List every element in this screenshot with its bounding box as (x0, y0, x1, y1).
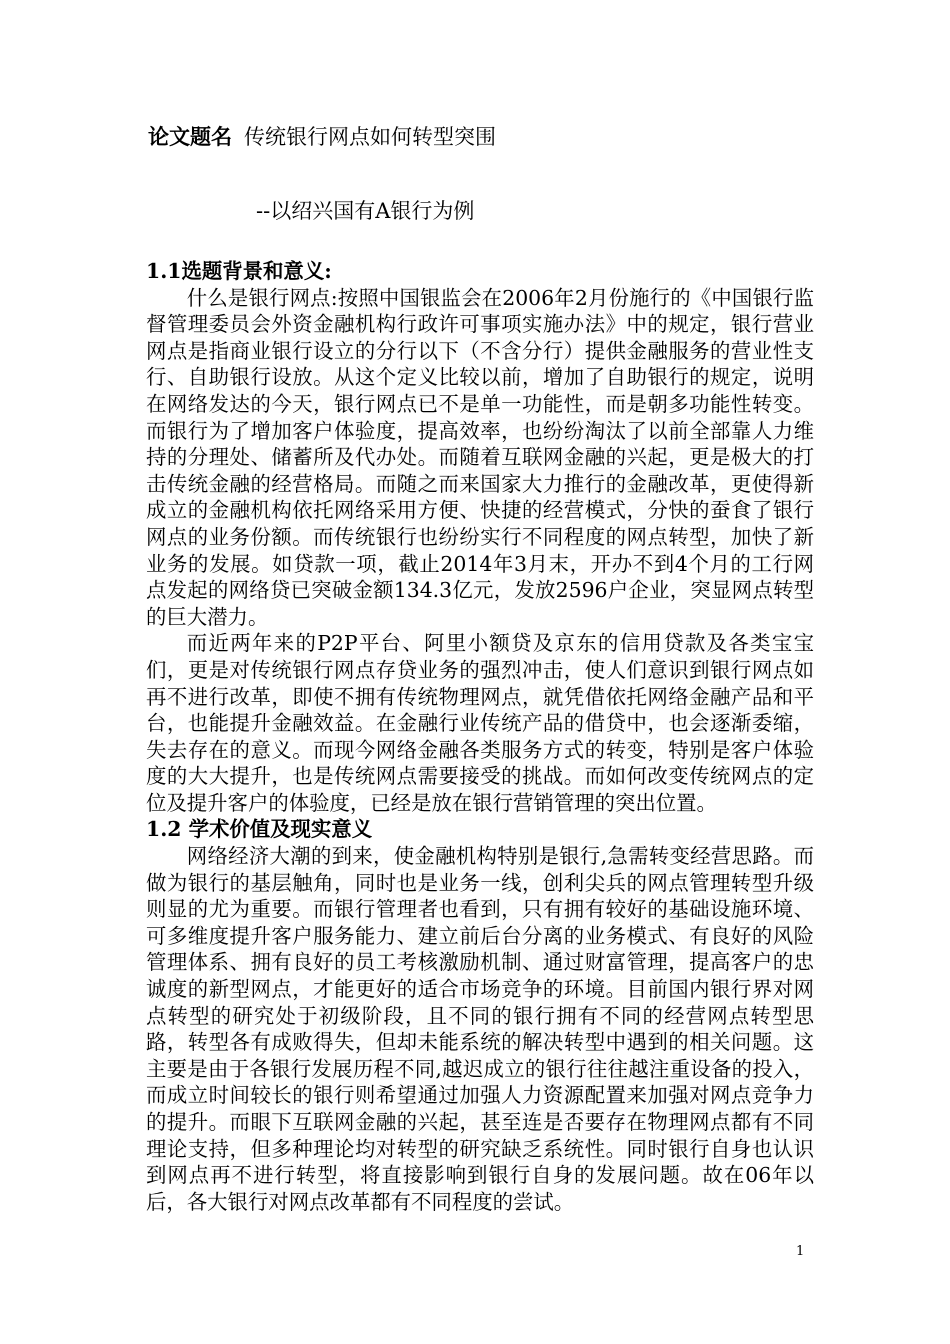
document-body (146, 258, 814, 1215)
paragraph: 什么是银行网点:按照中国银监会在2006年2月份施行的《中国银行监督管理委员会外资金融机构行政许可事项实施办法》中的规定，银行营业网点是指商业银行设立的分行以下（不含分行）提供金融服务的营业性支行、自助银行设放。从这个定义比较以前，增加了自助银行的规定，说明在网络发达的今天，银行网点已不是单一功能性，而是朝多功能性转变。而银行为了增加客户体验度，提高效率，也纷纷淘汰了以前全部靠人力维持的分理处、储蓄所及代办处。而随着互联网金融的兴起，更是极大的打击传统金融的经营格局。而随之而来国家大力推行的金融改革，更使得新成立的金融机构依托网络采用方便、快捷的经营模式，分快的蚕食了银行网点的业务份额。而传统银行也纷纷实行不同程度的网点转型，加快了新业务的发展。如贷款一项，截止2014年3月末，开办不到4个月的工行网点发起的网络贷已突破金额134.3亿元，发放2596户企业，突显网点转型的巨大潜力。 (146, 285, 814, 629)
paper-title: 传统银行网点如何转型突围 (244, 125, 496, 149)
paper-subtitle: --以绍兴国有A银行为例 (256, 199, 475, 223)
title-line (148, 122, 496, 152)
paragraph: 而近两年来的P2P平台、阿里小额贷及京东的信用贷款及各类宝宝们，更是对传统银行网点存贷业务的强烈冲击，使人们意识到银行网点如再不进行改革，即使不拥有传统物理网点，就凭借依托网络金融产品和平台，也能提升金融效益。在金融行业传统产品的借贷中，也会逐渐委缩，失去存在的意义。而现今网络金融各类服务方式的转变，特别是客户体验度的大大提升，也是传统网点需要接受的挑战。而如何改变传统网点的定位及提升客户的体验度，已经是放在银行营销管理的突出位置。 (146, 631, 814, 815)
page-number: 1 (796, 1244, 805, 1259)
paragraph: 网络经济大潮的到来，使金融机构特别是银行,急需转变经营思路。而做为银行的基层触角，同时也是业务一线，创利尖兵的网点管理转型升级则显的尤为重要。而银行管理者也看到，只有拥有较好的基础设施环境、可多维度提升客户服务能力、建立前后台分离的业务模式、有良好的风险管理体系、拥有良好的员工考核激励机制、通过财富管理，提高客户的忠诚度的新型网点，才能更好的适合市场竞争的环境。目前国内银行界对网点转型的研究处于初级阶段，且不同的银行拥有不同的经营网点转型思路，转型各有成败得失，但却未能系统的解决转型中遇到的相关问题。这主要是由于各银行发展历程不同,越迟成立的银行往往越注重设备的投入，而成立时间较长的银行则希望通过加强人力资源配置来加强对网点竞争力的提升。而眼下互联网金融的兴起，甚至连是否要存在物理网点都有不同理论支持，但多种理论均对转型的研究缺乏系统性。同时银行自身也认识到网点再不进行转型，将直接影响到银行自身的发展问题。故在06年以后，各大银行对网点改革都有不同程度的尝试。 (146, 844, 814, 1214)
section-heading-1-1: 1.1选题背景和意义: (146, 259, 332, 283)
title-label: 论文题名 (148, 124, 232, 149)
section-heading-1-2: 1.2 学术价值及现实意义 (146, 817, 373, 842)
